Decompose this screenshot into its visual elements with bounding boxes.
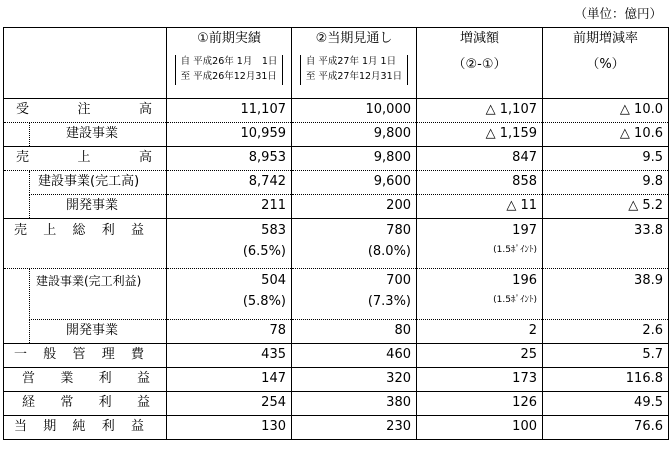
row-label — [4, 392, 167, 416]
header-current-forecast-period — [300, 55, 408, 84]
header-current-forecast-title: ②当期見通し — [315, 31, 393, 46]
cell-prior: 78 — [167, 320, 292, 344]
label-char: 当 — [14, 419, 28, 435]
label-char: 常 — [60, 395, 74, 411]
cell-prior: 10,959 — [167, 123, 292, 147]
label-char: 売 — [16, 150, 30, 166]
table-row-orders — [4, 99, 669, 123]
cell-prior: 8,742 — [167, 171, 292, 195]
row-label — [4, 99, 167, 123]
header-prior-actual-period — [175, 55, 284, 84]
period-end: 至 平成27年12月31日 — [305, 70, 403, 82]
label-char: 経 — [22, 395, 36, 411]
cell-change: 847 — [417, 147, 543, 171]
indent-cell — [4, 195, 30, 219]
indent-cell — [4, 123, 30, 147]
table-row-gross-profit — [4, 219, 669, 269]
margin-percent: (7.3%) — [367, 294, 411, 310]
label-char: 総 — [72, 223, 86, 238]
cell-forecast: 80 — [292, 320, 417, 344]
label-char: 上 — [77, 150, 91, 166]
label-char: 営 — [22, 371, 36, 387]
table-row-sales-development — [4, 195, 669, 219]
label-char: 費 — [130, 347, 144, 363]
header-change-amount-title: 増減額 — [459, 31, 499, 46]
period-start: 自 平成27年 1月 1日 — [305, 56, 397, 68]
header-row — [4, 28, 669, 99]
table-row-sales-construction — [4, 171, 669, 195]
header-blank — [4, 28, 167, 99]
label-char: 注 — [77, 102, 91, 118]
header-current-forecast — [292, 28, 417, 99]
table-row-gross-profit-development — [4, 320, 669, 344]
indent-cell — [4, 320, 30, 344]
cell-rate: △ 10.6 — [543, 123, 669, 147]
cell-prior: 435 — [167, 344, 292, 368]
label-char: 利 — [101, 419, 115, 435]
cell-change: 858 — [417, 171, 543, 195]
cell-prior — [167, 219, 292, 269]
header-change-rate — [543, 28, 669, 99]
header-change-amount-sub: （②-①） — [452, 57, 507, 73]
label-char: 売 — [14, 223, 28, 238]
cell-prior: 8,953 — [167, 147, 292, 171]
table-row-ordinary-profit — [4, 392, 669, 416]
cell-prior: 254 — [167, 392, 292, 416]
value: 700 — [386, 273, 411, 288]
cell-forecast: 9,800 — [292, 147, 417, 171]
row-label — [4, 344, 167, 368]
header-change-rate-title: 前期増減率 — [572, 31, 638, 46]
cell-change — [417, 269, 543, 320]
label-char: 一 — [14, 347, 28, 363]
row-label — [4, 219, 167, 269]
label-char: 業 — [60, 371, 74, 387]
row-label: 開発事業 — [30, 320, 167, 344]
label-char: 般 — [43, 347, 57, 363]
cell-rate: 9.5 — [543, 147, 669, 171]
label-char: 益 — [136, 371, 150, 387]
header-change-rate-sub: （%） — [586, 57, 625, 73]
margin-point-change: (1.5ﾎﾟｲﾝﾄ) — [493, 295, 537, 306]
cell-forecast: 10,000 — [292, 99, 417, 123]
cell-rate: 76.6 — [543, 416, 669, 440]
table-row-orders-construction — [4, 123, 669, 147]
table-row-net-income — [4, 416, 669, 440]
label-char: 純 — [72, 419, 86, 435]
cell-rate: 2.6 — [543, 320, 669, 344]
cell-rate: 5.7 — [543, 344, 669, 368]
label-char: 利 — [101, 223, 115, 238]
cell-forecast: 230 — [292, 416, 417, 440]
cell-forecast: 320 — [292, 368, 417, 392]
cell-change: 100 — [417, 416, 543, 440]
cell-forecast: 9,600 — [292, 171, 417, 195]
row-label: 開発事業 — [30, 195, 167, 219]
cell-rate: △ 5.2 — [543, 195, 669, 219]
cell-change: △ 11 — [417, 195, 543, 219]
header-change-amount — [417, 28, 543, 99]
label-char: 利 — [98, 395, 112, 411]
period-start: 自 平成26年 1月 1日 — [180, 56, 278, 68]
row-label — [4, 368, 167, 392]
cell-rate: 49.5 — [543, 392, 669, 416]
cell-forecast: 9,800 — [292, 123, 417, 147]
cell-prior — [167, 269, 292, 320]
cell-rate: 9.8 — [543, 171, 669, 195]
label-char: 益 — [130, 419, 144, 435]
value: 780 — [386, 223, 411, 238]
row-label — [4, 416, 167, 440]
cell-forecast — [292, 219, 417, 269]
cell-change: 25 — [417, 344, 543, 368]
cell-change: △ 1,107 — [417, 99, 543, 123]
label-char: 高 — [138, 102, 152, 118]
label-char: 理 — [101, 347, 115, 363]
cell-change: 126 — [417, 392, 543, 416]
table-row-sales — [4, 147, 669, 171]
cell-change: 2 — [417, 320, 543, 344]
margin-percent: (5.8%) — [242, 294, 286, 310]
label-char: 受 — [16, 102, 30, 118]
cell-forecast: 200 — [292, 195, 417, 219]
cell-prior: 130 — [167, 416, 292, 440]
label-char: 管 — [72, 347, 86, 363]
row-label: 建設事業(完工高) — [30, 171, 167, 195]
row-label — [4, 147, 167, 171]
value: 196 — [512, 273, 537, 288]
cell-change — [417, 219, 543, 269]
cell-change: △ 1,159 — [417, 123, 543, 147]
label-char: 益 — [136, 395, 150, 411]
period-end: 至 平成26年12月31日 — [180, 70, 277, 82]
cell-change: 173 — [417, 368, 543, 392]
forecast-table — [3, 27, 669, 440]
unit-label: （単位：億円） — [574, 6, 662, 21]
cell-rate: 116.8 — [543, 368, 669, 392]
header-prior-actual-title: ①前期実績 — [197, 31, 261, 46]
label-char: 利 — [98, 371, 112, 387]
indent-cell — [4, 269, 30, 320]
margin-percent: (8.0%) — [367, 244, 411, 260]
value: 197 — [512, 223, 537, 238]
table-row-operating-profit — [4, 368, 669, 392]
cell-prior: 11,107 — [167, 99, 292, 123]
cell-rate: 38.9 — [543, 269, 669, 320]
label-char: 期 — [43, 419, 57, 435]
value: 504 — [261, 273, 286, 288]
margin-percent: (6.5%) — [242, 244, 286, 260]
table-row-sga — [4, 344, 669, 368]
table-row-gross-profit-construction — [4, 269, 669, 320]
label-char: 上 — [43, 223, 57, 238]
cell-prior: 211 — [167, 195, 292, 219]
cell-forecast: 460 — [292, 344, 417, 368]
cell-rate: △ 10.0 — [543, 99, 669, 123]
row-label: 建設事業(完工利益) — [30, 269, 167, 320]
cell-prior: 147 — [167, 368, 292, 392]
label-char: 益 — [130, 223, 144, 238]
label-char: 高 — [138, 150, 152, 166]
indent-cell — [4, 171, 30, 195]
row-label: 建設事業 — [30, 123, 167, 147]
margin-point-change: (1.5ﾎﾟｲﾝﾄ) — [493, 245, 537, 256]
cell-forecast: 380 — [292, 392, 417, 416]
cell-rate: 33.8 — [543, 219, 669, 269]
value: 583 — [261, 223, 286, 238]
cell-forecast — [292, 269, 417, 320]
header-prior-actual — [167, 28, 292, 99]
